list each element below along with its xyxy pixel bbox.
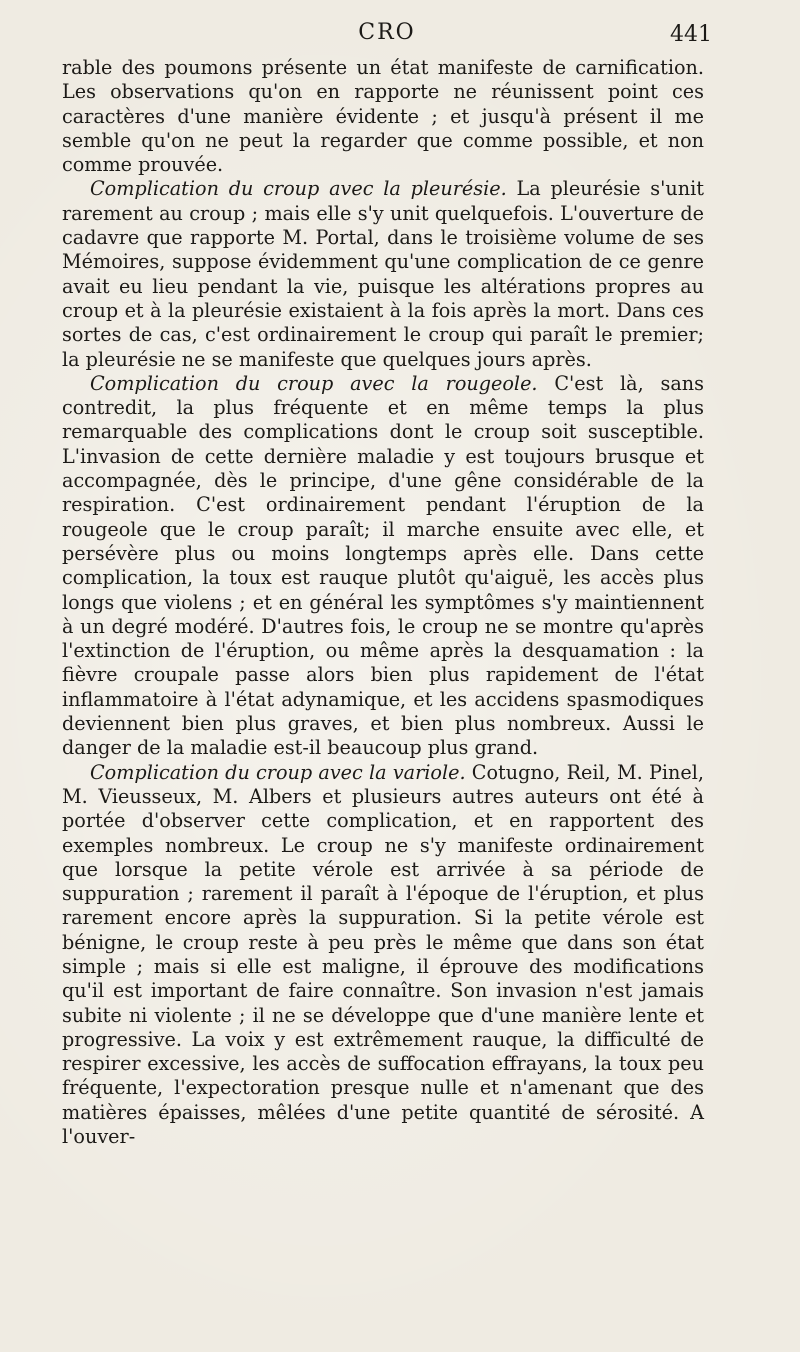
running-head: CRO: [358, 20, 416, 45]
paragraph-smallpox: [62, 761, 704, 1150]
page-number: 441: [670, 22, 712, 47]
body-text: [62, 56, 704, 1149]
paragraph-text: C'est là, sans contredit, la plus fréquente et en même temps la plus remarquable des complications dont le croup soit susceptible. L'invasion de cette dernière maladie y est toujours brusque et accompagnée, dès le principe, d'une gêne considérable de la respiration. C'est ordinairement pendant l'éruption de la rougeole que le croup paraît; il marche ensuite avec elle, et persévère plus ou moins longtemps après elle. Dans cette complication, la toux est rauque plutôt qu'aiguë, les accès plus longs que violens ; et en général les symptômes s'y maintiennent à un degré modéré. D'autres fois, le croup ne se montre qu'après l'extinction de l'éruption, ou même après la desquamation : la fièvre croupale passe alors bien plus rapidement de l'état inflammatoire à l'état adynamique, et les accidens spasmodiques deviennent bien plus graves, et bien plus nombreux. Aussi le danger de la maladie est-il beaucoup plus grand.: [62, 371, 704, 760]
section-heading: Complication du croup avec la rougeole.: [90, 371, 538, 395]
paragraph-text: Cotugno, Reil, M. Pinel, M. Vieusseux, M. Albers et plusieurs autres auteurs ont été à portée d'observer cette complication, et en rapportent des exemples nombreux. Le croup ne s'y manifeste ordinairement que lorsque la petite vérole est arrivée à sa période de suppuration ; rarement il paraît à l'époque de l'éruption, et plus rarement encore après la suppuration. Si la petite vérole est bénigne, le croup reste à peu près le même que dans son état simple ; mais si elle est maligne, il éprouve des modifications qu'il est important de faire connaître. Son invasion n'est jamais subite ni violente ; il ne se développe que d'une manière lente et progressive. La voix y est extrêmement rauque, la difficulté de respirer excessive, les accès de suffocation effrayans, la toux peu fréquente, l'expectoration presque nulle et n'amenant que des matières épaisses, mêlées d'une petite quantité de sérosité. A l'ouver-: [62, 760, 704, 1149]
paragraph-text: rable des poumons présente un état manifeste de carnification. Les observations qu'on en rapporte ne réunissent point ces caractères d'une manière évidente ; et jusqu'à présent il me semble qu'on ne peut la regarder que comme possible, et non comme prouvée.: [62, 56, 704, 177]
paragraph-text: La pleurésie s'unit rarement au croup ; mais elle s'y unit quelquefois. L'ouverture de cadavre que rapporte M. Portal, dans le troisième volume de ses Mémoires, suppose évidemment qu'une complication de ce genre avait eu lieu pendant la vie, puisque les altérations propres au croup et à la pleurésie existaient à la fois après la mort. Dans ces sortes de cas, c'est ordinairement le croup qui paraît le premier; la pleurésie ne se manifeste que quelques jours après.: [62, 177, 704, 371]
section-heading: Complication du croup avec la variole.: [90, 760, 466, 784]
paragraph-measles: [62, 372, 704, 761]
page-header: [62, 20, 712, 50]
paragraph-continuation: [62, 56, 704, 177]
section-heading: Complication du croup avec la pleurésie.: [90, 177, 507, 201]
paragraph-pleurisy: [62, 177, 704, 371]
